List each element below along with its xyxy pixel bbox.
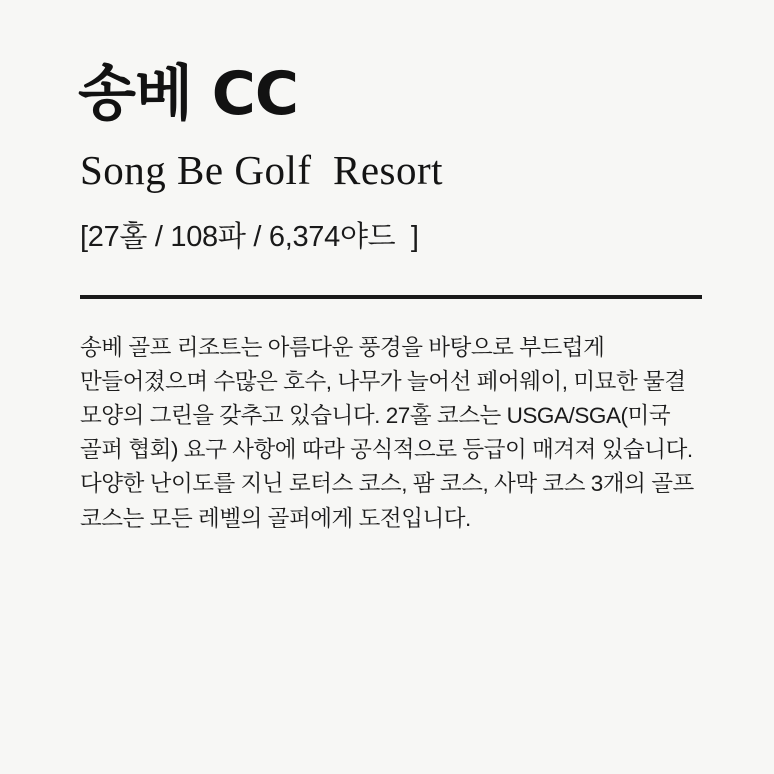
course-specs: [27홀 / 108파 / 6,374야드 ] [80, 220, 419, 253]
page-title: 송베 CC [78, 59, 298, 129]
page-subtitle: Song Be Golf Resort [80, 146, 444, 193]
course-description: 송베 골프 리조트는 아름다운 풍경을 바탕으로 부드럽게 만들어졌으며 수많은 호수, 나무가 늘어선 페어웨이, 미묘한 물결 모양의 그린을 갖추고 있습니다. 27홀 코스는 USGA/SGA(미국 골퍼 협회) 요구 사항에 따라 공식적으로 등급이 매겨져 있습니다. 다양한 난이도를 지닌 로터스 코스, 팜 코스, 사막 코스 3개의 골프 코스는 모든 레벨의 골퍼에게 도전입니다. [80, 334, 694, 531]
horizontal-rule [80, 295, 702, 299]
